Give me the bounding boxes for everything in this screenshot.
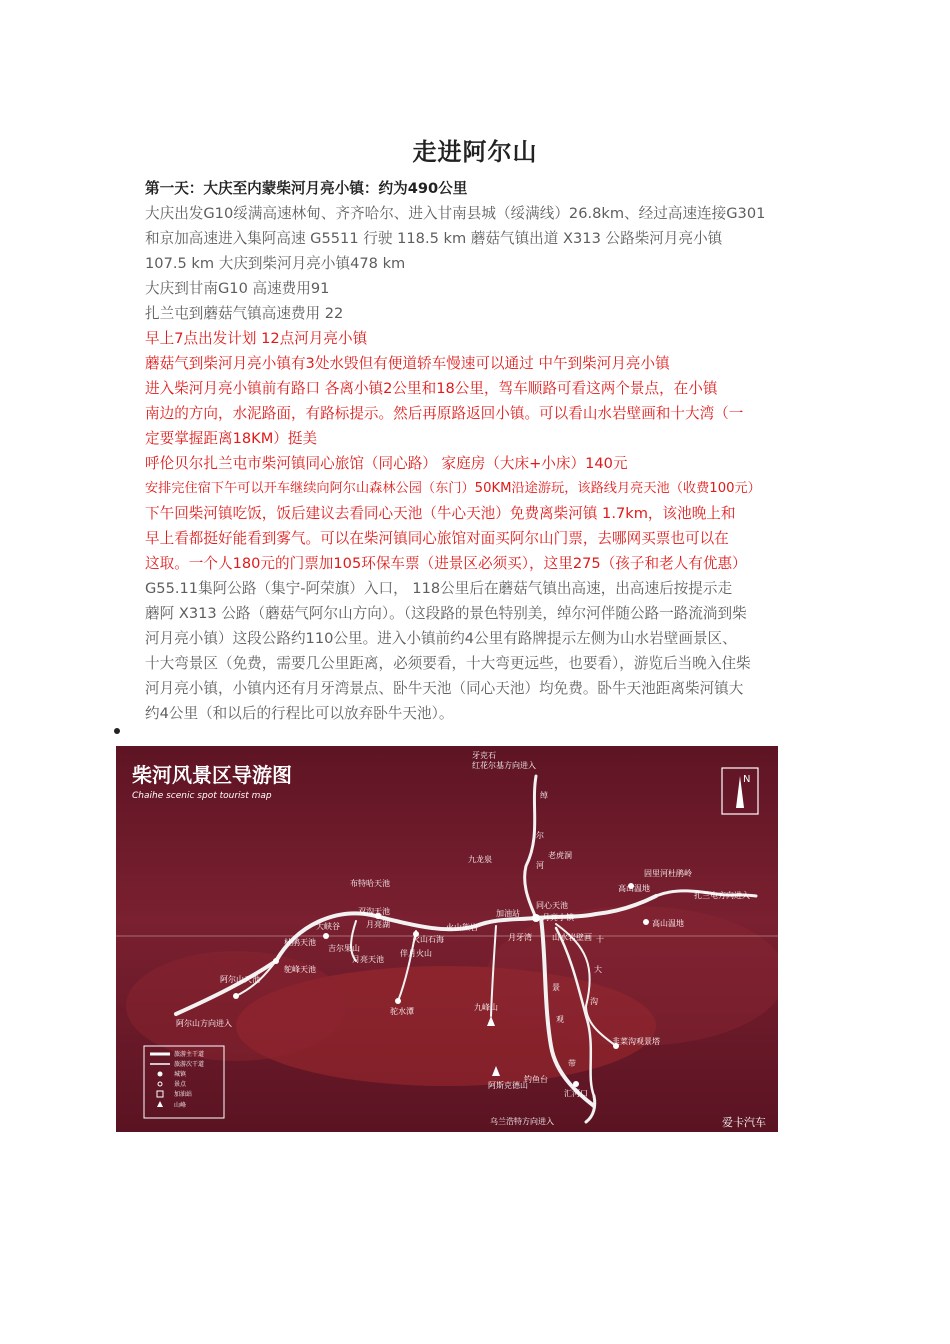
map-label: 山水岩壁画	[552, 933, 592, 942]
text-line: 河月亮小镇）这段公路约110公里。进入小镇前约4公里有路牌提示左侧为山水岩壁画景区、	[145, 630, 737, 647]
text-line: 107.5 km 大庆到柴河月亮小镇478 km	[145, 255, 406, 272]
scenic-map-image	[116, 746, 778, 1132]
map-label: 红花尔基方向进入	[472, 761, 536, 770]
text-line: 扎兰屯到蘑菇气镇高速费用 22	[145, 305, 344, 322]
map-label: 老虎洞	[548, 851, 572, 860]
map-label: 火山石海	[412, 935, 444, 944]
map-label: 阿斯克德山	[488, 1081, 528, 1090]
text-line: 蘑菇气到柴河月亮小镇有3处水毁但有便道轿车慢速可以通过 中午到柴河月亮小镇	[145, 355, 670, 372]
legend-label: 山峰	[174, 1102, 187, 1109]
map-label: 河	[536, 861, 544, 870]
map-label: 阿尔山天池	[220, 975, 260, 984]
text-line: 安排完住宿下午可以开车继续向阿尔山森林公园（东门）50KM沿途游玩，该路线月亮天池（收费100元）	[145, 481, 761, 496]
legend-label: 景点	[174, 1081, 187, 1088]
map-label: 九龙泉	[468, 855, 492, 864]
text-line: 约4公里（和以后的行程比可以放弃卧牛天池）。	[145, 705, 454, 722]
text-line: 蘑阿 X313 公路（蘑菇气阿尔山方向）。（这段路的景色特别美，绰尔河伴随公路一路流淌到柴	[145, 605, 747, 622]
map-label: 观	[556, 1015, 564, 1024]
map-label: 月亮小镇	[542, 913, 574, 922]
map-label: 高山温地	[652, 919, 684, 928]
legend-label: 加油站	[174, 1091, 193, 1098]
map-label: 绰	[540, 791, 548, 800]
map-label: 大峡谷	[316, 922, 340, 931]
map-label: 大	[594, 965, 602, 974]
map-label: 月亮天池	[352, 955, 384, 964]
map-title: 柴河风景区导游图	[132, 763, 292, 787]
text-line: 和京加高速进入集阿高速 G5511 行驶 118.5 km 蘑菇气镇出道 X313 公路柴河月亮小镇	[145, 230, 723, 247]
map-label: 吉尔果山	[328, 944, 360, 953]
map-label: 汇河口	[564, 1089, 588, 1098]
map-label: 带	[568, 1059, 576, 1068]
text-line: 第一天：大庆至内蒙柴河月亮小镇：约为490公里	[145, 180, 468, 197]
map-label: 牙克石	[472, 751, 496, 760]
legend-label: 旅游次干道	[174, 1061, 205, 1068]
map-label: 阿尔山方向进入	[176, 1019, 232, 1028]
body-text	[145, 176, 817, 726]
text-line: 早上7点出发计划 12点河月亮小镇	[145, 330, 368, 347]
text-line: G55.11集阿公路（集宁-阿荣旗）入口， 118公里后在蘑菇气镇出高速，出高速后按提示走	[145, 580, 733, 597]
map-label: 固里河杜鹃岭	[644, 869, 692, 878]
text-line: 南边的方向，水泥路面，有路标提示。然后再原路返回小镇。可以看山水岩壁画和十大湾（一	[145, 405, 744, 422]
text-line: 这取。一个人180元的门票加105环保车票（进景区必须买），这里275（孩子和老人有优惠）	[145, 555, 747, 572]
map-label: 高山温地	[618, 884, 650, 893]
map-label: 驼水潭	[390, 1007, 414, 1016]
text-line: 大庆出发G10绥满高速林甸、齐齐哈尔、进入甘南县城（绥满线）26.8km、经过高速连接G301	[145, 205, 766, 222]
north-label: N	[743, 774, 751, 785]
map-label: 扎兰屯方向进入	[694, 891, 750, 900]
legend-label: 城镇	[174, 1071, 187, 1078]
list-bullet	[114, 728, 120, 734]
watermark: 爱卡汽车	[722, 1116, 766, 1129]
map-label: 十	[596, 935, 604, 944]
map-label: 火山熊岩	[446, 923, 478, 932]
map-label: 伴月火山	[400, 949, 432, 958]
text-line: 大庆到甘南G10 高速费用91	[145, 280, 330, 297]
page-title: 走进阿尔山	[412, 137, 538, 166]
map-label: 钓鱼台	[524, 1075, 548, 1084]
map-label: 沟	[590, 997, 598, 1006]
map-label: 景	[552, 983, 560, 992]
text-line: 定要掌握距离18KM）挺美	[145, 430, 318, 447]
text-line: 河月亮小镇，小镇内还有月牙湾景点、卧牛天池（同心天池）均免费。卧牛天池距离柴河镇大	[145, 680, 744, 697]
map-subtitle: Chaihe scenic spot tourist map	[132, 791, 272, 801]
map-label: 同心天池	[536, 901, 568, 910]
text-line: 下午回柴河镇吃饭，饭后建议去看同心天池（牛心天池）免费离柴河镇 1.7km，该池晚上和	[145, 505, 736, 522]
map-label: 月亮湖	[366, 920, 390, 929]
text-line: 呼伦贝尔扎兰屯市柴河镇同心旅馆（同心路） 家庭房（大床+小床）140元	[145, 455, 628, 472]
map-label: 杜鹃天池	[284, 938, 316, 947]
map-label: 加油站	[496, 909, 520, 918]
map-label: 鸵峰天池	[284, 965, 316, 974]
text-line: 进入柴河月亮小镇前有路口 各离小镇2公里和18公里，驾车顺路可看这两个景点，在小镇	[145, 380, 718, 397]
map-label: 乌兰浩特方向进入	[490, 1117, 554, 1126]
map-label: 韭菜沟观景塔	[612, 1037, 660, 1046]
map-label: 九峰山	[474, 1003, 498, 1012]
map-label: 月牙湾	[508, 933, 532, 942]
text-line: 早上看都挺好能看到雾气。可以在柴河镇同心旅馆对面买阿尔山门票，去哪网买票也可以在	[145, 530, 729, 547]
text-line: 十大弯景区（免费，需要几公里距离，必须要看，十大弯更远些，也要看），游览后当晚入住柴	[145, 655, 751, 672]
map-label: 布特哈天池	[350, 879, 390, 888]
map-label: 双沟天池	[358, 907, 390, 916]
legend-label: 旅游主干道	[174, 1051, 205, 1058]
map-label: 尔	[536, 831, 544, 840]
